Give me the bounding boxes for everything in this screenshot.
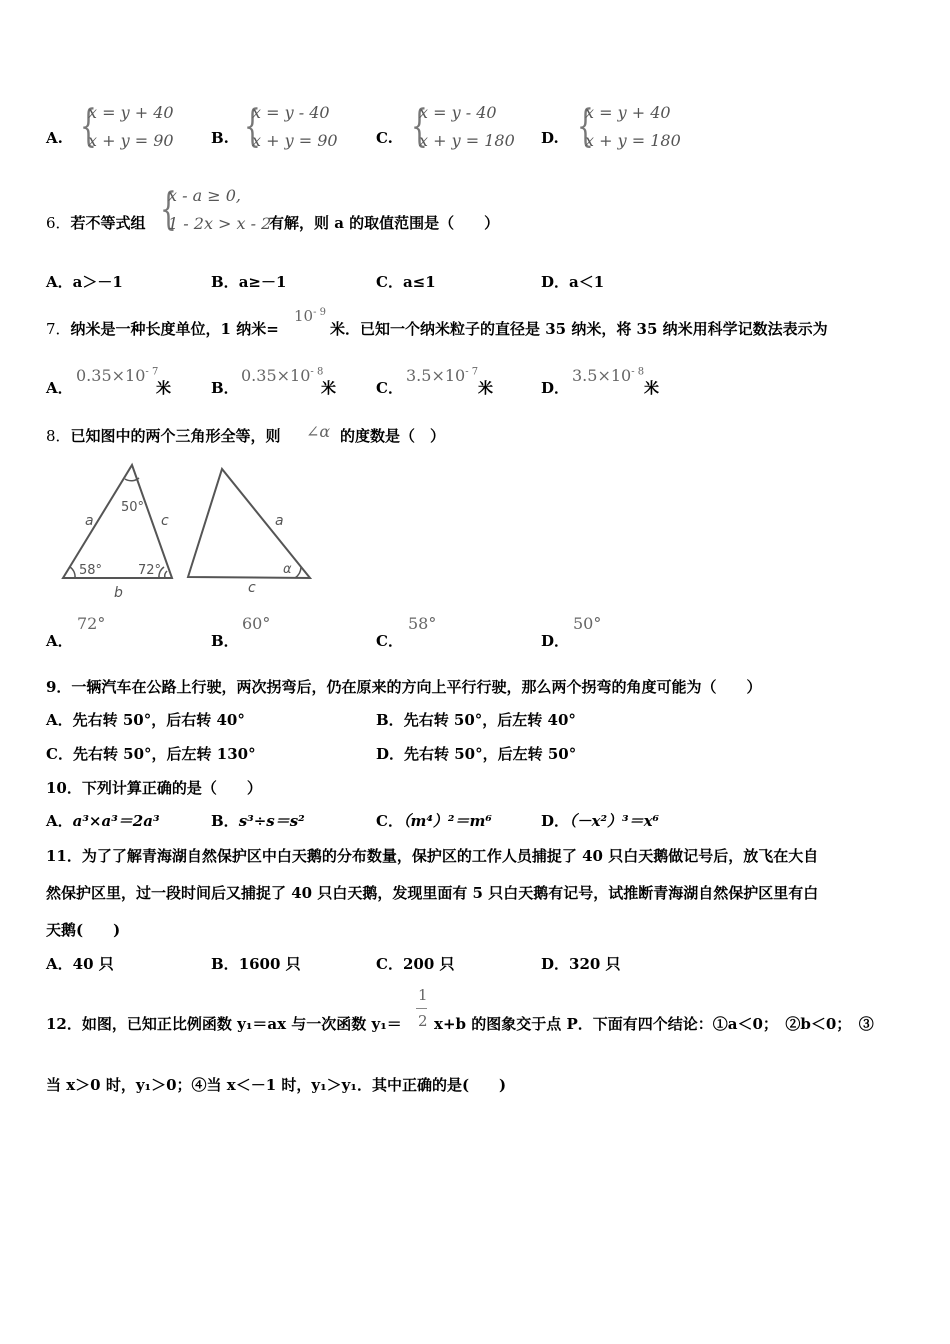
q7-option-a-letter: A．: [46, 379, 73, 397]
q5-option-d-system: [577, 103, 687, 163]
equation-line: x + y = 180: [419, 131, 515, 150]
q12-suffix: x+b 的图象交于点 P．下面有四个结论：①a＜0； ②b＜0； ③: [434, 1015, 874, 1033]
q7-option-c-unit: 米: [478, 379, 494, 397]
brace-icon: {: [160, 184, 177, 235]
inequality-line: 1 - 2x > x - 2: [168, 214, 272, 233]
q10-option-b: B．s³÷s＝s²: [211, 812, 305, 830]
q7-option-a-value: $0.35\times 10^{- 7}$: [76, 366, 159, 385]
q11-line-1: 11．为了了解青海湖自然保护区中白天鹅的分布数量，保护区的工作人员捕捉了 40 只白天鹅做记号后，放飞在大自: [46, 847, 819, 865]
q7-option-d-letter: D．: [541, 379, 570, 397]
q8-option-d-value: 50°: [573, 614, 602, 633]
angle-label-alpha: α: [283, 562, 292, 577]
q8-suffix: 的度数是（ ）: [340, 427, 446, 445]
brace-icon: {: [411, 101, 428, 152]
q8-option-a-letter: A．: [46, 632, 73, 650]
q5-option-b-letter: B.: [211, 129, 229, 147]
q5-option-a-system: [80, 103, 190, 163]
equation-line: x = y + 40: [88, 103, 174, 122]
q10-option-a: A．a³×a³＝2a³: [46, 812, 160, 830]
brace-icon: {: [80, 101, 97, 152]
side-label-b: b: [114, 585, 123, 601]
q6-option-a: A．a＞－1: [46, 273, 123, 291]
angle-label-72: 72°: [138, 563, 162, 578]
q8-triangles-figure: [55, 455, 325, 605]
q6-suffix: 有解，则 a 的取值范围是（ ）: [269, 214, 500, 232]
q11-option-a: A．40 只: [46, 955, 114, 973]
q11-line-2: 然保护区里，过一段时间后又捕捉了 40 只白天鹅，发现里面有 5 只白天鹅有记号，试推断青海湖自然保护区里有白: [46, 884, 819, 902]
inequality-line: x - a ≥ 0,: [168, 186, 241, 205]
triangle-2: [188, 469, 310, 596]
equation-line: x = y - 40: [419, 103, 497, 122]
q12-prefix: 12．如图，已知正比例函数 y₁＝ax 与一次函数 y₁＝: [46, 1015, 402, 1033]
angle-label-50: 50°: [121, 500, 145, 515]
q8-angle: ∠α: [306, 422, 331, 441]
q6-option-b: B．a≥－1: [211, 273, 287, 291]
q8-option-a-value: 72°: [77, 614, 106, 633]
q11-line-3: 天鹅( ): [46, 921, 121, 939]
q7-power: $10^{- 9}$: [294, 307, 327, 325]
q7-option-c-value: $3.5\times 10^{- 7}$: [406, 366, 479, 385]
q7-option-b-letter: B．: [211, 379, 239, 397]
q5-option-a-letter: A.: [46, 129, 63, 147]
q10-text: 10．下列计算正确的是（ ）: [46, 779, 262, 797]
q7-option-c-letter: C．: [376, 379, 403, 397]
q7-suffix: 米．已知一个纳米粒子的直径是 35 纳米，将 35 纳米用科学记数法表示为: [330, 320, 828, 338]
q9-option-a: A．先右转 50°，后右转 40°: [46, 711, 245, 729]
q10-option-c: C．（m⁴）²＝m⁶: [376, 812, 492, 830]
equation-line: x + y = 90: [88, 131, 174, 150]
side-label-a: a: [275, 513, 284, 529]
side-label-c: c: [248, 580, 256, 596]
equation-line: x + y = 90: [252, 131, 338, 150]
q6-prefix: 若不等式组: [70, 214, 146, 232]
q7-option-a-unit: 米: [156, 379, 172, 397]
triangle-1: [63, 465, 172, 601]
q11-option-b: B．1600 只: [211, 955, 301, 973]
q12-fraction-denominator: 2: [418, 1012, 428, 1030]
brace-icon: {: [244, 101, 261, 152]
equation-line: x = y + 40: [585, 103, 671, 122]
angle-label-58: 58°: [79, 563, 103, 578]
side-label-a: a: [85, 513, 94, 529]
q12-line-2: 当 x＞0 时，y₁＞0；④当 x＜－1 时，y₁＞y₁．其中正确的是( ): [46, 1076, 507, 1094]
q7-prefix: 7．纳米是一种长度单位，1 纳米=: [46, 320, 279, 338]
q8-option-d-letter: D．: [541, 632, 570, 650]
side-label-c: c: [161, 513, 169, 529]
q8-option-c-letter: C．: [376, 632, 403, 650]
q11-option-d: D．320 只: [541, 955, 621, 973]
equation-line: x = y - 40: [252, 103, 330, 122]
q9-option-c: C．先右转 50°，后左转 130°: [46, 745, 256, 763]
q8-option-c-value: 58°: [408, 614, 437, 633]
q11-option-c: C．200 只: [376, 955, 455, 973]
q10-option-d: D．（－x²）³＝x⁶: [541, 812, 660, 830]
q9-text: 9．一辆汽车在公路上行驶，两次拐弯后，仍在原来的方向上平行行驶，那么两个拐弯的角度可能为（ ）: [46, 678, 762, 696]
q12-fraction-bar: [416, 1008, 427, 1009]
q8-option-b-value: 60°: [242, 614, 271, 633]
q7-option-d-value: $3.5\times 10^{- 8}$: [572, 366, 645, 385]
q12-fraction-numerator: 1: [418, 986, 428, 1004]
brace-icon: {: [577, 101, 594, 152]
equation-line: x + y = 180: [585, 131, 681, 150]
q7-option-d-unit: 米: [644, 379, 660, 397]
q5-option-b-system: [244, 103, 354, 163]
q7-option-b-value: $0.35\times 10^{- 8}$: [241, 366, 324, 385]
q5-option-d-letter: D.: [541, 129, 559, 147]
q6-number: 6．若不等式组: [46, 214, 146, 232]
q6-system: [160, 186, 270, 246]
q9-option-b: B．先右转 50°，后左转 40°: [376, 711, 576, 729]
q8-prefix: 8．已知图中的两个三角形全等，则: [46, 427, 281, 445]
q5-option-c-system: [411, 103, 521, 163]
q8-option-b-letter: B．: [211, 632, 239, 650]
q6-option-d: D．a＜1: [541, 273, 605, 291]
q6-option-c: C．a≤1: [376, 273, 436, 291]
q9-option-d: D．先右转 50°，后左转 50°: [376, 745, 577, 763]
q5-option-c-letter: C.: [376, 129, 393, 147]
q7-option-b-unit: 米: [321, 379, 337, 397]
